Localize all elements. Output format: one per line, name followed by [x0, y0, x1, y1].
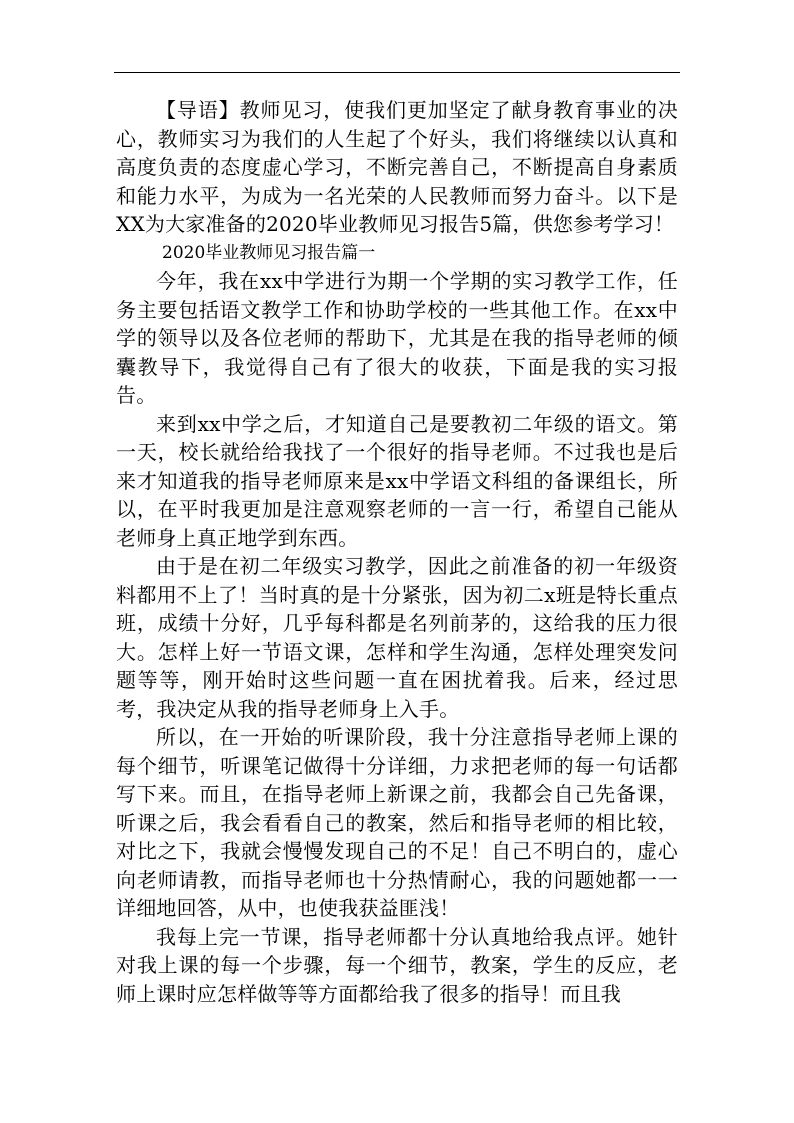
body-paragraph: 来到xx中学之后，才知道自己是要教初二年级的语文。第一天，校长就给给我找了一个很好的指导老师。不过我也是后来才知道我的指导老师原来是xx中学语文科组的备课组长，所以，在平时我更加是注意观察老师的一言一行，希望自己能从老师身上真正地学到东西。 [116, 411, 678, 550]
body-paragraph: 由于是在初二年级实习教学，因此之前准备的初一年级资料都用不上了！当时真的是十分紧张，因为初二x班是特长重点班，成绩十分好，几乎每科都是名列前茅的，这给我的压力很大。怎样上好一节语文课，怎样和学生沟通，怎样处理突发问题等等，刚开始时这些问题一直在困扰着我。后来，经过思考，我决定从我的指导老师身上入手。 [116, 554, 678, 721]
body-paragraph: 我每上完一节课，指导老师都十分认真地给我点评。她针对我上课的每一个步骤，每一个细节，教案，学生的反应，老师上课时应怎样做等等方面都给我了很多的指导！而且我 [116, 924, 678, 1006]
body-paragraph: 所以，在一开始的听课阶段，我十分注意指导老师上课的每个细节，听课笔记做得十分详细，力求把老师的每一句话都写下来。而且，在指导老师上新课之前，我都会自己先备课，听课之后，我会看看自己的教案，然后和指导老师的相比较，对比之下，我就会慢慢发现自己的不足！自己不明白的，虚心向老师请教，而指导老师也十分热情耐心，我的问题她都一一详细地回答，从中，也使我获益匪浅！ [116, 725, 678, 920]
body-paragraph: 今年，我在xx中学进行为期一个学期的实习教学工作，任务主要包括语文教学工作和协助学校的一些其他工作。在xx中学的领导以及各位老师的帮助下，尤其是在我的指导老师的倾囊教导下，我觉得自己有了很大的收获，下面是我的实习报告。 [116, 269, 678, 407]
intro-paragraph: 【导语】教师见习，使我们更加坚定了献身教育事业的决心，教师实习为我们的人生起了个好头，我们将继续以认真和高度负责的态度虚心学习，不断完善自己，不断提高自身素质和能力水平，为成为一名光荣的人民教师而努力奋斗。以下是XX为大家准备的2020毕业教师见习报告5篇，供您参考学习！ [116, 98, 678, 236]
document-body [116, 96, 678, 1008]
section-title: 2020毕业教师见习报告篇一 [162, 242, 376, 263]
header-rule [114, 72, 680, 73]
